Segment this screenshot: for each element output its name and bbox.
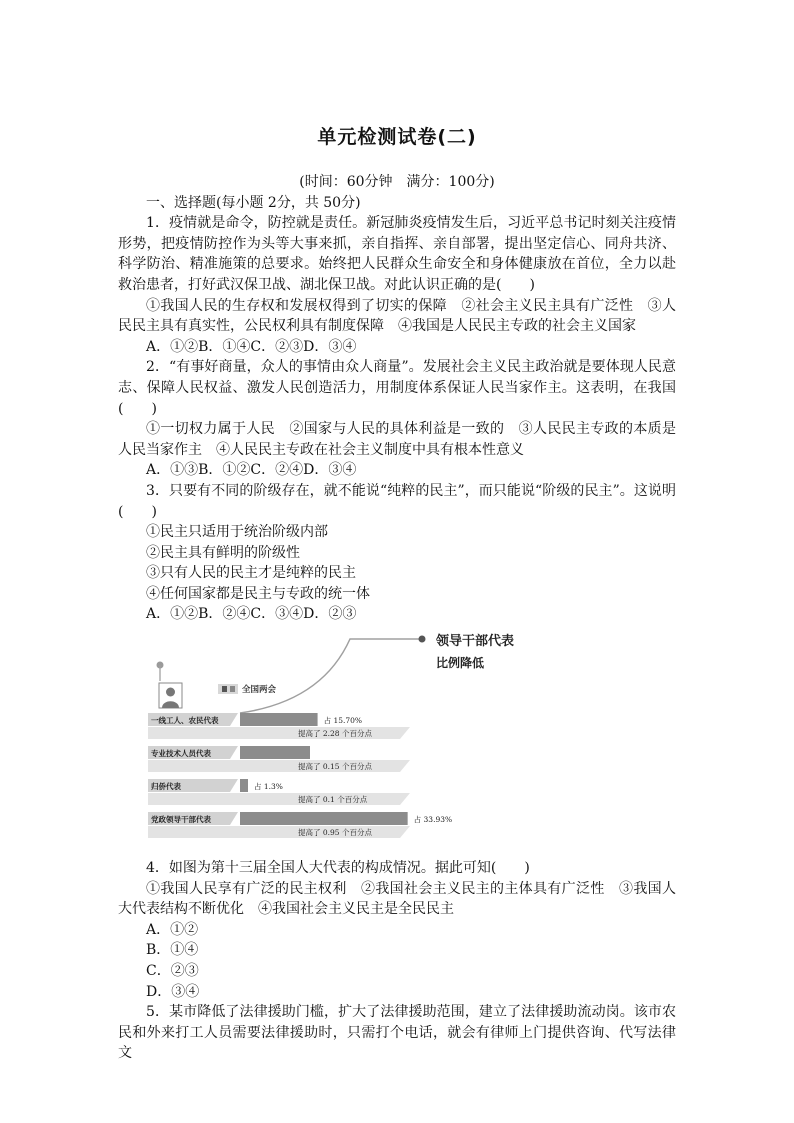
figure-heading-1: 领导干部代表: [436, 634, 515, 650]
question-3-option-1: ①民主只适用于统治阶级内部: [146, 524, 328, 541]
question-1-options: ①我国人民的生存权和发展权得到了切实的保障 ②社会主义民主具有广泛性 ③人民民主具有真实性，公民权利具有制度保障 ④我国是人民民主专政的社会主义国家: [118, 297, 676, 335]
connector-line: [240, 639, 422, 713]
question-3-choices: A．①②B．②④C．③④D．②③: [146, 606, 357, 623]
bar-change-label: 提高了 0.15 个百分点: [298, 762, 372, 772]
section-heading: 一、选择题(每小题 2分，共 50分): [146, 194, 361, 211]
question-3-option-3: ③只有人民的民主才是纯粹的民主: [146, 565, 356, 582]
question-3-stem: 3．只要有不同的阶级存在，就不能说“纯粹的民主”，而只能说“阶级的民主”。这说明( ): [118, 482, 676, 520]
bar-category-label: 归侨代表: [151, 782, 181, 792]
page-title: 单元检测试卷(二): [317, 126, 477, 148]
value-bar: [240, 779, 248, 792]
bar-share-label: 占 1.3%: [254, 782, 283, 792]
bar-category-label: 党政领导干部代表: [151, 815, 211, 825]
time-info: (时间：60分钟 满分：100分): [299, 174, 495, 190]
question-1-stem: 1．疫情就是命令，防控就是责任。新冠肺炎疫情发生后，习近平总书记时刻关注疫情形势，把疫情防控作为头等大事来抓，亲自指挥、亲自部署，提出坚定信心、同舟共济、科学防治、精准施策的总要求。始终把人民群众生命安全和身体健康放在首位，全力以赴救治患者，打好武汉保卫战、湖北保卫战。对此认识正确的是( ): [118, 215, 676, 293]
bar-category-label: 一线工人、农民代表: [151, 716, 219, 726]
question-1-choices: A．①②B．①④C．②③D．③④: [146, 338, 357, 355]
bar-change-label: 提高了 0.95 个百分点: [298, 828, 372, 838]
question-4-stem: 4．如图为第十三届全国人大代表的构成情况。据此可知( ): [146, 860, 530, 877]
value-bar: [240, 812, 408, 825]
badge-label: 全国两会: [242, 685, 277, 696]
question-2-choices: A．①③B．①②C．②④D．③④: [146, 462, 357, 479]
question-3-option-2: ②民主具有鲜明的阶级性: [146, 544, 300, 561]
value-bar: [240, 746, 310, 759]
bar-share-label: 占 15.70%: [323, 716, 363, 726]
exam-content: [118, 172, 676, 1064]
bar-category-label: 专业技术人员代表: [151, 749, 211, 759]
value-bar: [240, 713, 318, 726]
bar-share-label: 占 33.93%: [413, 815, 453, 825]
question-3-option-4: ④任何国家都是民主与专政的统一体: [146, 585, 370, 602]
bars-layer: [148, 713, 452, 838]
bar-change-label: 提高了 0.1 个百分点: [298, 795, 368, 805]
bar-change-label: 提高了 2.28 个百分点: [298, 729, 372, 739]
badge-logo-icon: [218, 684, 238, 694]
figure-heading-2: 比例降低: [436, 656, 485, 671]
question-2-options: ①一切权力属于人民 ②国家与人民的具体利益是一致的 ③人民民主专政的本质是人民当家作主 ④人民民主专政在社会主义制度中具有根本性意义: [118, 421, 676, 458]
change-band: [148, 793, 410, 805]
question-4-options: ①我国人民享有广泛的民主权利 ②我国社会主义民主的主体具有广泛性 ③我国人大代表结构不断优化 ④我国社会主义民主是全民民主: [118, 880, 676, 918]
question-4-choice-d: D．③④: [146, 983, 200, 1000]
question-4-choice-c: C．②③: [146, 963, 199, 980]
representatives-figure: [118, 631, 676, 856]
person-icon: [159, 683, 182, 708]
question-2-stem: 2．“有事好商量，众人的事情由众人商量”。发展社会主义民主政治就是要体现人民意志、保障人民权益、激发人民创造活力，用制度体系保证人民当家作主。这表明，在我国( ): [118, 359, 676, 417]
question-5-stem: 5．某市降低了法律援助门槛，扩大了法律援助范围，建立了法律援助流动岗。该市农民和外来打工人员需要法律援助时，只需打个电话，就会有律师上门提供咨询、代写法律文: [118, 1004, 676, 1062]
representatives-chart: [118, 631, 676, 856]
connector-end-dot: [419, 636, 426, 643]
question-4-choice-a: A．①②: [146, 921, 199, 938]
question-4-choice-b: B．①④: [146, 942, 199, 959]
